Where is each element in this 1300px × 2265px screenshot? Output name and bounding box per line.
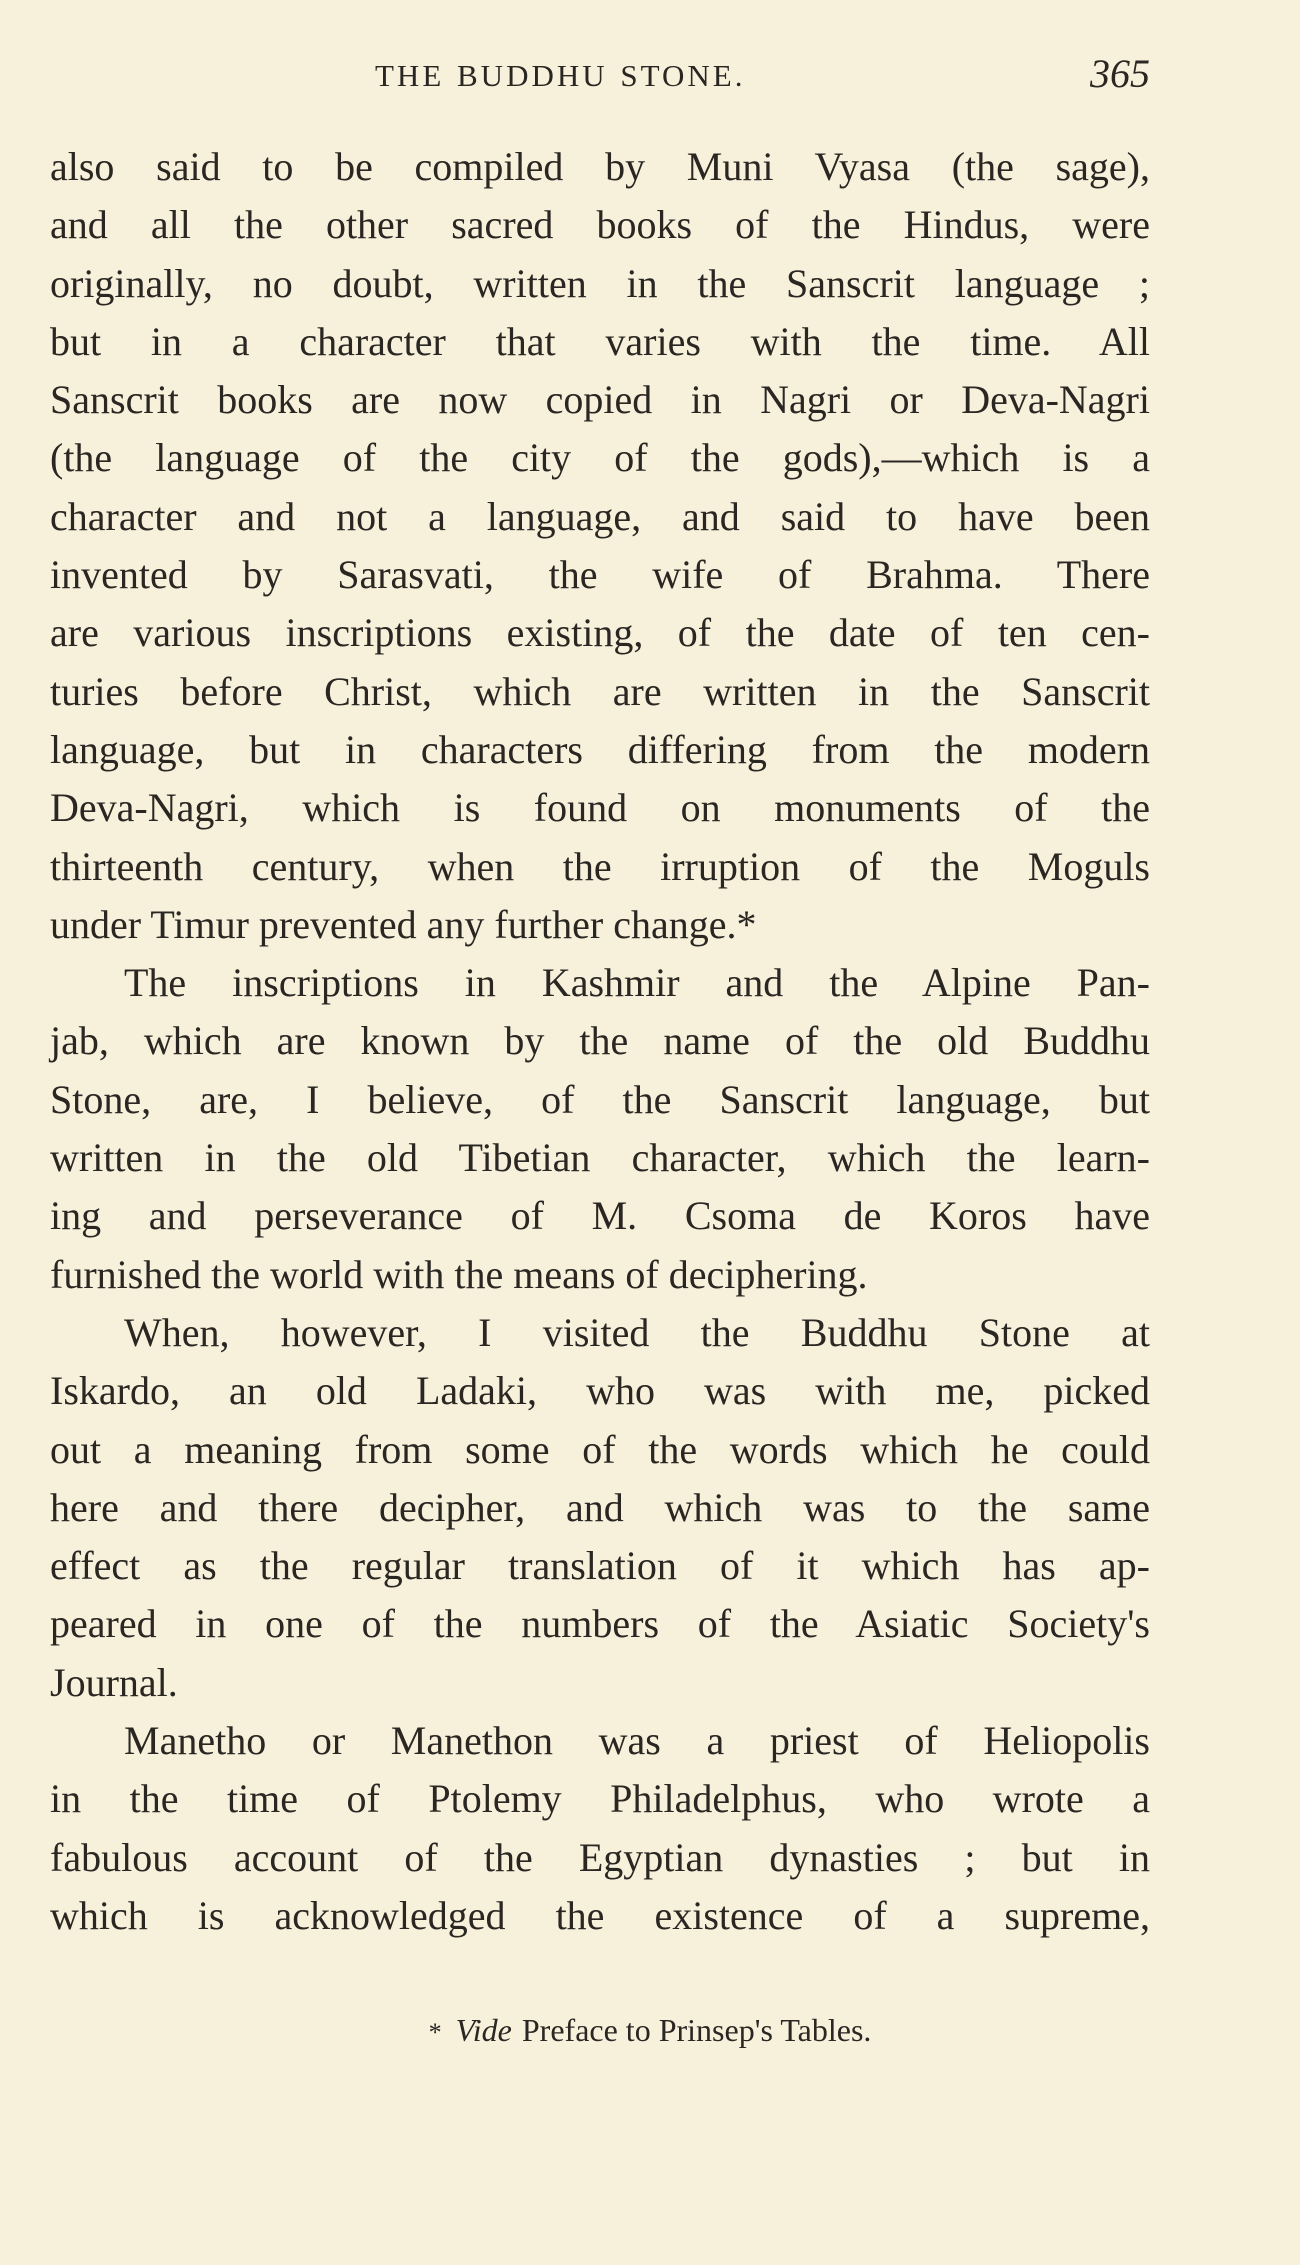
- footnote-text: Preface to Prinsep's Tables.: [521, 2012, 872, 2048]
- text-line: in the time of Ptolemy Philadelphus, who wrote a: [50, 1776, 1150, 1822]
- text-line: also said to be compiled by Muni Vyasa (the sage),: [50, 144, 1150, 189]
- text-line: out a meaning from some of the words which he could: [50, 1426, 1150, 1472]
- text-line: thirteenth century, when the irruption of the Moguls: [50, 843, 1150, 889]
- running-head: [50, 50, 1150, 100]
- text-line: Manetho or Manethon was a priest of Heliopolis: [124, 1718, 1150, 1764]
- text-line: effect as the regular translation of it which has ap-: [50, 1543, 1150, 1589]
- text-line: here and there decipher, and which was to the same: [50, 1484, 1150, 1530]
- body-text: [50, 138, 1150, 1945]
- running-title: THE BUDDHU STONE.: [375, 58, 746, 93]
- text-line: jab, which are known by the name of the old Buddhu: [50, 1018, 1150, 1064]
- text-line: written in the old Tibetian character, which the learn-: [50, 1135, 1150, 1181]
- text-line: character and not a language, and said to have been: [50, 493, 1150, 539]
- footnote-mark: *: [428, 2018, 442, 2047]
- text-line: furnished the world with the means of deciphering.: [50, 1251, 868, 1297]
- text-line: Stone, are, I believe, of the Sanscrit language, but: [50, 1076, 1150, 1122]
- text-line: but in a character that varies with the time. All: [50, 318, 1150, 364]
- text-line: (the language of the city of the gods),—which is a: [50, 435, 1150, 481]
- text-line: are various inscriptions existing, of the date of ten cen-: [50, 610, 1150, 656]
- text-line: The inscriptions in Kashmir and the Alpine Pan-: [124, 960, 1150, 1006]
- text-line: fabulous account of the Egyptian dynasties ; but in: [50, 1834, 1150, 1880]
- text-line: When, however, I visited the Buddhu Stone at: [124, 1309, 1150, 1355]
- text-line: which is acknowledged the existence of a supreme,: [50, 1892, 1150, 1938]
- text-line: Sanscrit books are now copied in Nagri or Deva-Nagri: [50, 377, 1150, 423]
- text-line: under Timur prevented any further change.*: [50, 901, 757, 947]
- text-line: peared in one of the numbers of the Asiatic Society's: [50, 1601, 1150, 1647]
- text-line: language, but in characters differing from the modern: [50, 726, 1150, 772]
- text-line: ing and perseverance of M. Csoma de Koros have: [50, 1193, 1150, 1239]
- text-line: turies before Christ, which are written in the Sanscrit: [50, 668, 1150, 714]
- text-line: originally, no doubt, written in the Sanscrit language ;: [50, 260, 1150, 306]
- footnote-vide: Vide: [455, 2012, 512, 2048]
- text-line: Deva-Nagri, which is found on monuments of the: [50, 785, 1150, 831]
- text-line: and all the other sacred books of the Hindus, were: [50, 202, 1150, 248]
- footnote: [0, 2012, 1300, 2049]
- text-line: Iskardo, an old Ladaki, who was with me, picked: [50, 1368, 1150, 1414]
- text-line: Journal.: [50, 1659, 178, 1705]
- page-number: 365: [1090, 51, 1150, 96]
- text-line: invented by Sarasvati, the wife of Brahma. There: [50, 552, 1150, 598]
